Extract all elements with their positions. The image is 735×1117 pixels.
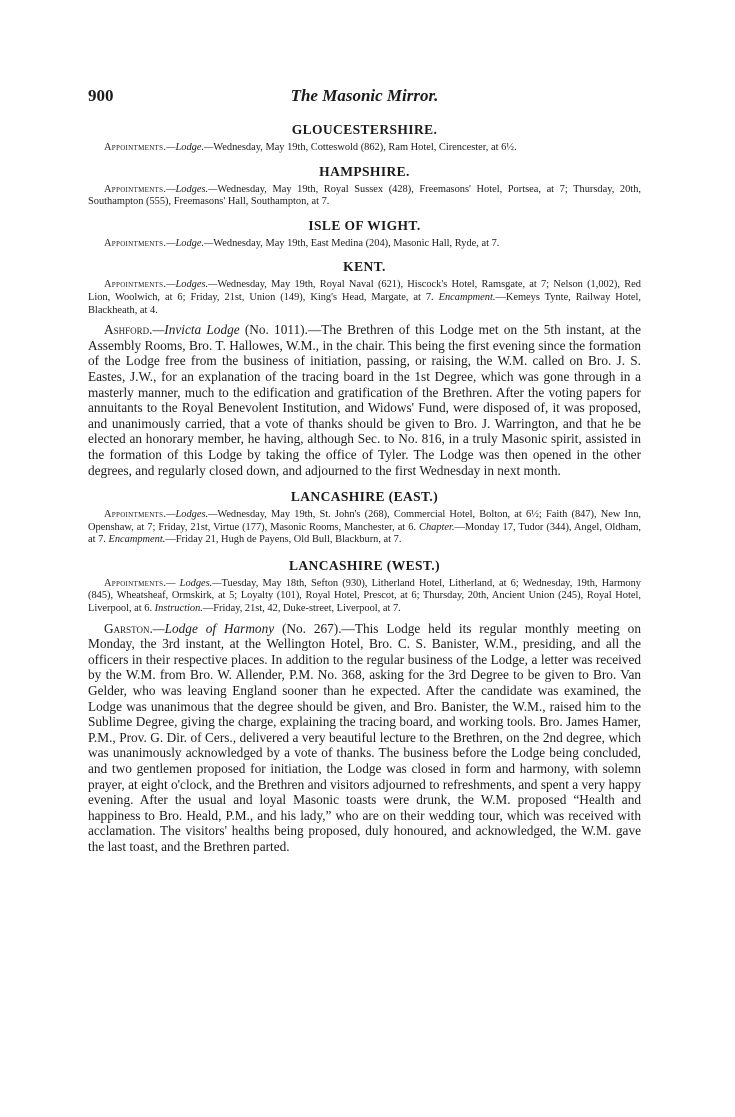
section-heading-lancashire-east: LANCASHIRE (EAST.) bbox=[290, 489, 439, 505]
appointments-kent: Appointments.—Lodges.—Wednesday, May 19th, Royal Naval (621), Hiscock's Hotel, Ramsgate, at 7; Nelson (1,002), Red Lion, Woolwich, at 6; Friday, 21st, Union (149), King's Head, Margate, at 7. Encampment.—Kemeys Tynte, Railway Hotel, Blackheath, at 4. bbox=[88, 279, 641, 316]
section-heading-kent: KENT. bbox=[343, 259, 386, 275]
running-head bbox=[88, 84, 641, 112]
section-heading-isle-of-wight: ISLE OF WIGHT. bbox=[308, 217, 421, 233]
page-number: 900 bbox=[88, 86, 114, 105]
section-heading-hampshire: HAMPSHIRE. bbox=[319, 163, 410, 179]
appointments-hampshire: Appointments.—Lodges.—Wednesday, May 19th, Royal Sussex (428), Freemasons' Hotel, Portsea, at 7; Thursday, 20th, Southampton (555), Freemasons' Hall, Southampton, at 7. bbox=[88, 183, 641, 208]
appointments-isle-of-wight: Appointments.—Lodge.—Wednesday, May 19th, East Medina (204), Masonic Hall, Ryde, at 7. bbox=[104, 237, 500, 249]
appointments-lancashire-west: Appointments.— Lodges.—Tuesday, May 18th, Sefton (930), Litherland Hotel, Litherland, at 6; Wednesday, 19th, Harmony (845), Wheatsheaf, Ormskirk, at 5; Loyalty (101), Royal Hotel, Prescot, at 6; Thursday, 20th, Ancient Union (245), Royal Hotel, Liverpool, at 6. Instruction.—Friday, 21st, 42, Duke-street, Liverpool, at 7. bbox=[88, 577, 641, 615]
appointments-gloucestershire: Appointments.—Lodge.—Wednesday, May 19th, Cotteswold (862), Ram Hotel, Cirencester, at 6½. bbox=[104, 142, 517, 153]
page bbox=[88, 84, 641, 855]
section-heading-lancashire-west: LANCASHIRE (WEST.) bbox=[289, 557, 440, 573]
section-heading-gloucestershire: GLOUCESTERSHIRE. bbox=[291, 122, 438, 137]
appointments-lancashire-east: Appointments.—Lodges.—Wednesday, May 19th, St. John's (268), Commercial Hotel, Bolton, at 6½; Faith (847), New Inn, Openshaw, at 7; Friday, 21st, Virtue (177), Masonic Rooms, Manchester, at 6. Chapter.—Monday 17, Tudor (344), Angel, Oldham, at 7. Encampment.—Friday 21, Hugh de Payens, Old Bull, Blackburn, at 7. bbox=[88, 509, 641, 546]
running-title: The Masonic Mirror. bbox=[290, 86, 439, 105]
report-ashford: Ashford.—Invicta Lodge (No. 1011).—The Brethren of this Lodge met on the 5th instant, at the Assembly Rooms, Bro. T. Hallowes, W.M., in the chair. This being the first evening since the formation of the Lodge free from the business of initiation, passing, or raising, the W.M. called on Bro. J. S. Eastes, J.W., for an explanation of the tracing board in the 1st Degree, which was gone through in a masterly manner, much to the edification and gratification of the Brethren. After the voting papers for annuitants to the Royal Benevolent Institution, and Widows' Fund, were disposed of, it was proposed, and unanimously carried, that a vote of thanks should be given to Bro. J. Warrington, and that he be elected an honorary member, he having, although Sec. to No. 816, in a truly Masonic spirit, assisted in the formation of this Lodge by taking the office of Tyler. The Lodge was then opened in the other degrees, and regularly closed down, and adjourned to the first Wednesday in next month. bbox=[88, 322, 641, 478]
report-garston: Garston.—Lodge of Harmony (No. 267).—This Lodge held its regular monthly meeting on Monday, the 3rd instant, at the Wellington Hotel, Bro. C. S. Banister, W.M., presiding, and all the officers in their respective places. In addition to the regular business of the Lodge, a letter was received by the W.M. from Bro. W. Allender, P.M. No. 368, asking for the 3rd Degree to be given to Bro. Van Gelder, who was leaving England sooner than he expected. After the candidate was examined, the Lodge was unanimous that the degree should be given, and Bro. Banister, the W.M., raised him to the Sublime Degree, giving the charge, explaining the tracing board, and working tools. Bro. James Hamer, P.M., Prov. G. Dir. of Cers., delivered a very beautiful lecture to the Brethren, on the 2nd degree, which was unanimously acknowledged by a vote of thanks. The business before the Lodge being concluded, and two gentlemen proposed for initiation, the Lodge was closed in form and harmony, with solemn prayer, at eight o'clock, and the Brethren and visitors adjourned to refreshments, and spent a very happy evening. After the usual and loyal Masonic toasts were drunk, the W.M. proposed “Health and happiness to Bro. Heald, P.M., and his lady,” who are on their wedding tour, which was received with acclamation. The visitors' healths being proposed, duly honoured, and acknowledged, the W.M. gave the last toast, and the Brethren parted. bbox=[88, 620, 641, 854]
